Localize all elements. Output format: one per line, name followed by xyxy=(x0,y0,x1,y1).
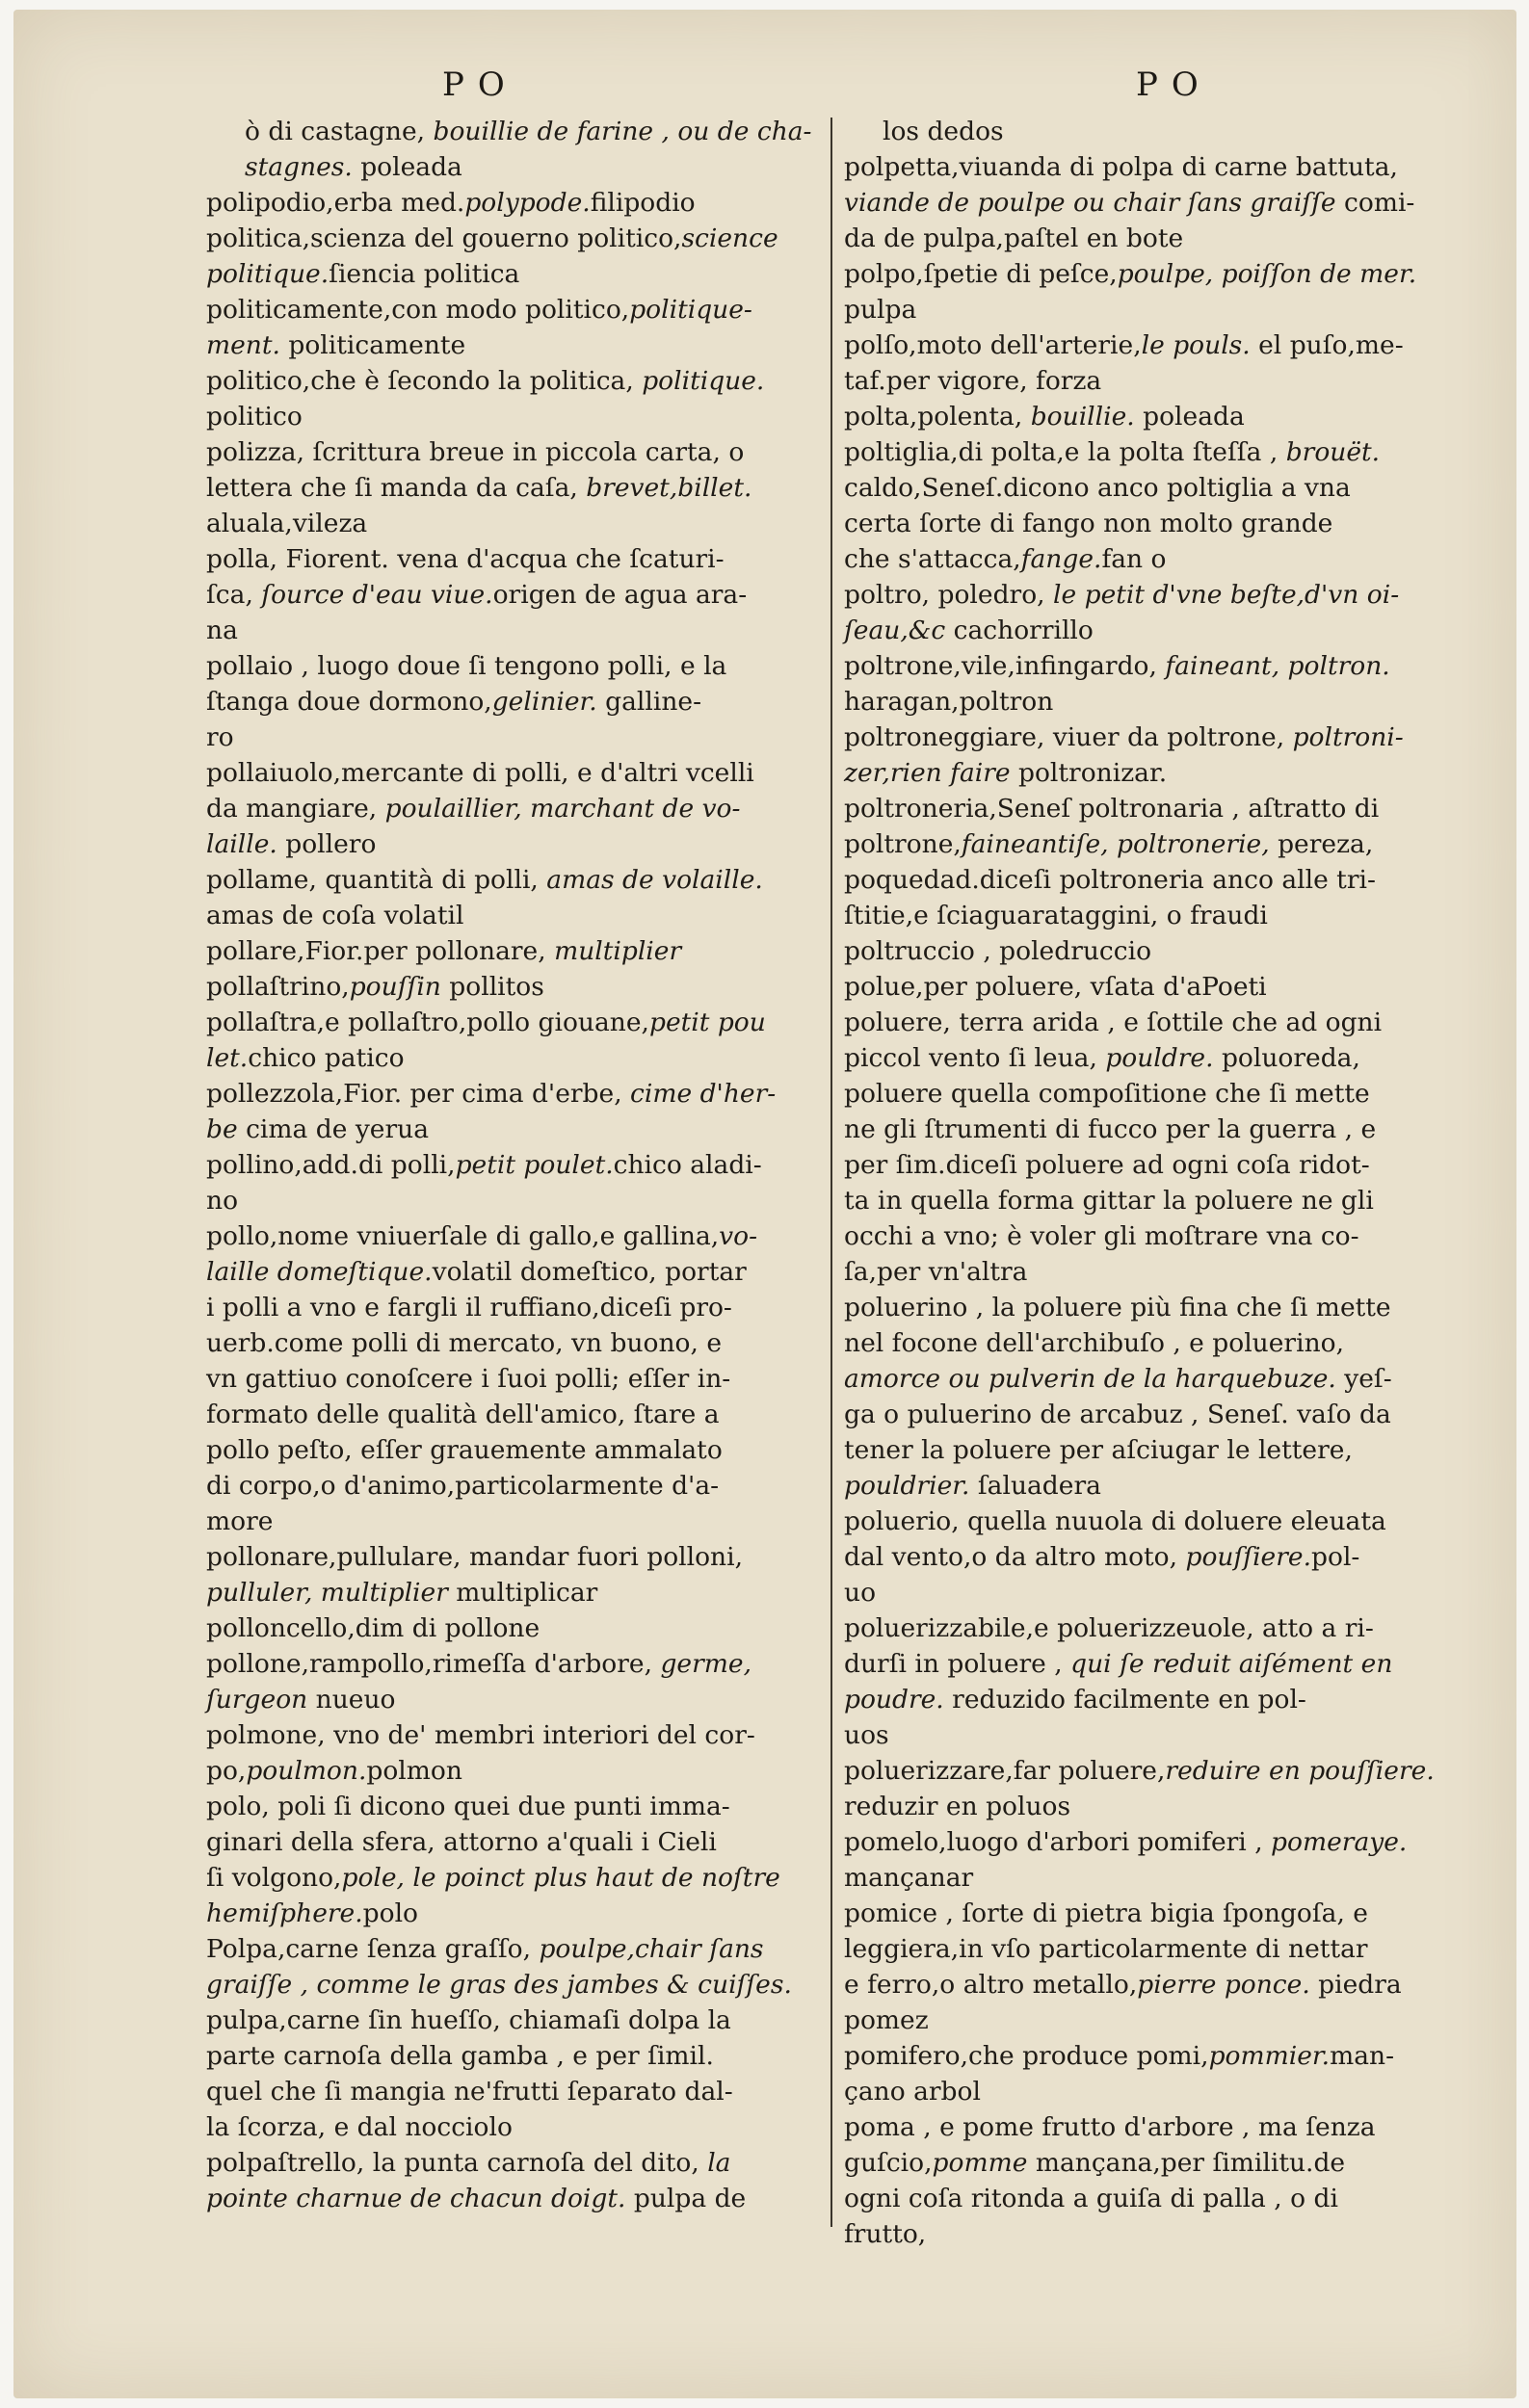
french-gloss: fange. xyxy=(1020,544,1102,574)
entry-line: pollame, quantità di polli, amas de volaille. xyxy=(206,865,763,895)
dictionary-entry xyxy=(206,185,818,221)
entry-line: politique.ſiencia politica xyxy=(206,259,520,289)
entry-line: polizza, ſcrittura breue in piccola carta, o xyxy=(206,437,745,467)
french-gloss: be xyxy=(206,1114,238,1144)
french-gloss: science xyxy=(681,223,778,253)
entry-line: ſca, ſource d'eau viue.origen de agua ara- xyxy=(206,580,748,610)
french-gloss: le pouls. xyxy=(1141,330,1251,360)
entry-line: stagnes. poleada xyxy=(245,152,462,182)
french-gloss: politique- xyxy=(629,295,752,325)
entry-line: ſa,per vn'altra xyxy=(844,1257,1028,1287)
french-gloss: brevet,billet. xyxy=(586,473,752,503)
entry-line: pomifero,che produce pomi,pommier.man- xyxy=(844,2041,1395,2071)
french-gloss: ſource d'eau viue. xyxy=(261,580,493,610)
dictionary-entry xyxy=(844,1824,1470,1896)
entry-line: pollino,add.di polli,petit poulet.chico aladi- xyxy=(206,1150,762,1180)
entry-line: polpetta,viuanda di polpa di carne battuta, xyxy=(844,152,1398,182)
entry-line: polpaſtrello, la punta carnoſa del dito, la xyxy=(206,2148,731,2178)
dictionary-entry xyxy=(206,933,818,969)
french-gloss: petit poulet. xyxy=(455,1150,614,1180)
running-head-right: PO xyxy=(1136,65,1212,104)
french-gloss: politique. xyxy=(206,259,330,289)
dictionary-entry xyxy=(206,1005,818,1076)
entry-line: no xyxy=(206,1186,239,1216)
entry-line: tener la poluere per aſciugar le lettere, xyxy=(844,1435,1353,1465)
entry-line: haragan,poltron xyxy=(844,687,1054,717)
dictionary-entry xyxy=(206,363,818,434)
entry-line: polta,polenta, bouillie. poleada xyxy=(844,402,1245,432)
french-gloss: pierre ponce. xyxy=(1137,1970,1310,2000)
entry-line: ſi volgono,pole, le poinct plus haut de noſtre xyxy=(206,1863,780,1893)
entry-line: formato delle qualità dell'amico, ſtare a xyxy=(206,1400,720,1429)
entry-line: let.chico patico xyxy=(206,1043,405,1073)
book-page xyxy=(13,10,1516,2398)
french-gloss: la xyxy=(707,2148,731,2178)
dictionary-entry xyxy=(206,1717,818,1789)
entry-line: pomice , ſorte di pietra bigia ſpongoſa, e xyxy=(844,1898,1368,1928)
french-gloss: qui ſe reduit aiſément en xyxy=(1070,1649,1393,1679)
dictionary-entry xyxy=(206,221,818,292)
entry-line: ſtanga doue dormono,gelinier. galline- xyxy=(206,687,702,717)
dictionary-entry xyxy=(844,114,1470,149)
entry-line: poluere, terra arida , e ſottile che ad ogni xyxy=(844,1008,1383,1037)
french-gloss: graiſſe , comme le gras des jambes & cuiſſes. xyxy=(206,1970,792,2000)
french-gloss: poulmon. xyxy=(246,1756,367,1786)
entry-line: ga o puluerino de arcabuz , Seneſ. vaſo da xyxy=(844,1400,1391,1429)
french-gloss: vo- xyxy=(719,1221,758,1251)
column-rule xyxy=(830,118,832,2227)
french-gloss: bouillie. xyxy=(1030,402,1135,432)
french-gloss: pouſſin xyxy=(349,972,441,1002)
entry-line: hemiſphere.polo xyxy=(206,1898,419,1928)
french-gloss: polypode. xyxy=(464,188,591,218)
dictionary-entry xyxy=(844,720,1470,791)
entry-line: poluere quella compoſitione che ſi mette xyxy=(844,1079,1370,1109)
french-gloss: poltroni- xyxy=(1292,722,1404,752)
french-gloss: faineantiſe, poltronerie, xyxy=(961,829,1270,859)
french-gloss: pomme xyxy=(932,2148,1028,2178)
dictionary-entry xyxy=(844,256,1470,327)
entry-line: pulluler, multiplier multiplicar xyxy=(206,1578,598,1608)
french-gloss: ment. xyxy=(206,330,280,360)
entry-line: polipodio,erba med.polypode.filipodio xyxy=(206,188,696,218)
dictionary-entry xyxy=(206,755,818,862)
entry-line: durſi in poluere , qui ſe reduit aiſément en xyxy=(844,1649,1393,1679)
entry-line: polpo,ſpetie di peſce,poulpe, poiſſon de mer. xyxy=(844,259,1417,289)
entry-line: polo, poli ſi dicono quei due punti imma- xyxy=(206,1792,730,1821)
entry-line: poltrone,vile,infingardo, faineant, poltron. xyxy=(844,651,1390,681)
entry-line: na xyxy=(206,615,238,645)
entry-line: taf.per vigore, forza xyxy=(844,366,1102,396)
entry-line: reduzir en poluos xyxy=(844,1792,1071,1821)
french-gloss: ſurgeon xyxy=(206,1685,308,1714)
running-head-left: PO xyxy=(442,65,518,104)
dictionary-entry xyxy=(844,327,1470,399)
dictionary-entry xyxy=(206,648,818,755)
entry-line: pollaſtra,e pollaſtro,pollo giouane,petit pou xyxy=(206,1008,766,1037)
entry-line: pollezzola,Fior. per cima d'erbe, cime d'her- xyxy=(206,1079,777,1109)
entry-line: pomelo,luogo d'arbori pomiferi , pomeraye. xyxy=(844,1827,1408,1857)
french-gloss: reduire en pouſſiere. xyxy=(1165,1756,1435,1786)
entry-line: los dedos xyxy=(883,117,1004,146)
entry-line: ogni coſa ritonda a guiſa di palla , o di xyxy=(844,2184,1338,2213)
entry-line: more xyxy=(206,1506,274,1536)
dictionary-entry xyxy=(844,933,1470,969)
french-gloss: viande de poulpe ou chair ſans graiſſe xyxy=(844,188,1336,218)
entry-line: pollaiuolo,mercante di polli, e d'altri vcelli xyxy=(206,758,754,788)
entry-line: ginari della sfera, attorno a'quali i Cieli xyxy=(206,1827,717,1857)
dictionary-entry xyxy=(206,1539,818,1610)
french-gloss: bouillie de farine , ou de cha- xyxy=(433,117,812,146)
dictionary-entry xyxy=(844,1504,1470,1610)
entry-line: che s'attacca,fange.fan o xyxy=(844,544,1167,574)
entry-line: pointe charnue de chacun doigt. pulpa de xyxy=(206,2184,747,2213)
entry-line: laille domeſtique.volatil domeſtico, portar xyxy=(206,1257,747,1287)
entry-line: pollo peſto, eſſer grauemente ammalato xyxy=(206,1435,723,1465)
dictionary-entry xyxy=(206,1610,818,1646)
dictionary-entry xyxy=(206,862,818,933)
french-gloss: pouldrier. xyxy=(844,1471,970,1501)
dictionary-entry xyxy=(206,292,818,363)
entry-line: be cima de yerua xyxy=(206,1114,430,1144)
entry-line: poluerizzare,far poluere,reduire en pouſſiere. xyxy=(844,1756,1435,1786)
dictionary-entry xyxy=(844,2109,1470,2252)
entry-line: poma , e pome frutto d'arbore , ma ſenza xyxy=(844,2112,1376,2142)
french-gloss: pommier. xyxy=(1208,2041,1331,2071)
entry-line: la ſcorza, e dal nocciolo xyxy=(206,2112,513,2142)
left-column xyxy=(206,114,818,2216)
entry-line: uo xyxy=(844,1578,877,1608)
entry-line: per ſim.diceſi poluere ad ogni coſa ridot- xyxy=(844,1150,1370,1180)
entry-line: aluala,vileza xyxy=(206,509,368,538)
entry-line: pulpa xyxy=(844,295,917,325)
dictionary-entry xyxy=(844,434,1470,577)
entry-line: polla, Fiorent. vena d'acqua che ſcaturi- xyxy=(206,544,725,574)
entry-line: poltroneria,Seneſ poltronaria , aſtratto di xyxy=(844,794,1380,824)
entry-line: laille. pollero xyxy=(206,829,377,859)
entry-line: uos xyxy=(844,1720,889,1750)
french-gloss: brouët. xyxy=(1285,437,1381,467)
entry-line: pollo,nome vniuerſale di gallo,e gallina,vo- xyxy=(206,1221,758,1251)
french-gloss: cime d'her- xyxy=(630,1079,777,1109)
entry-line: guſcio,pomme mançana,per ſimilitu.de xyxy=(844,2148,1346,2178)
entry-line: politicamente,con modo politico,politique- xyxy=(206,295,752,325)
entry-line: pollone,rampollo,rimeſſa d'arbore, germe, xyxy=(206,1649,752,1679)
entry-line: viande de poulpe ou chair ſans graiſſe comi- xyxy=(844,188,1415,218)
entry-line: polſo,moto dell'arterie,le pouls. el puſo,me- xyxy=(844,330,1404,360)
french-gloss: faineant, poltron. xyxy=(1165,651,1390,681)
french-gloss: let. xyxy=(206,1043,249,1073)
entry-line: da mangiare, poulaillier, marchant de vo- xyxy=(206,794,741,824)
french-gloss: le petit d'vne beſte,d'vn oi- xyxy=(1053,580,1400,610)
entry-line: politico,che è ſecondo la politica, politique. xyxy=(206,366,765,396)
right-column xyxy=(844,114,1470,2252)
entry-line: occhi a vno; è voler gli moſtrare vna co- xyxy=(844,1221,1359,1251)
entry-line: pollaio , luogo doue ſi tengono polli, e la xyxy=(206,651,727,681)
french-gloss: germe, xyxy=(660,1649,752,1679)
french-gloss: zer,rien faire xyxy=(844,758,1011,788)
entry-line: ta in quella forma gittar la poluere ne gli xyxy=(844,1186,1374,1216)
dictionary-entry xyxy=(844,1005,1470,1290)
dictionary-entry xyxy=(844,1753,1470,1824)
entry-line: dal vento,o da altro moto, pouſſiere.pol- xyxy=(844,1542,1360,1572)
french-gloss: amorce ou pulverin de la harquebuze. xyxy=(844,1364,1336,1394)
entry-line: ro xyxy=(206,722,234,752)
entry-line: nel focone dell'archibuſo , e poluerino, xyxy=(844,1328,1345,1358)
french-gloss: poulpe, poiſſon de mer. xyxy=(1117,259,1417,289)
dictionary-entry xyxy=(844,791,1470,933)
entry-line: polloncello,dim di pollone xyxy=(206,1613,540,1643)
dictionary-entry xyxy=(206,1218,818,1539)
french-gloss: multiplier xyxy=(554,936,682,966)
french-gloss: pouſſiere. xyxy=(1185,1542,1312,1572)
entry-line: zer,rien faire poltronizar. xyxy=(844,758,1168,788)
dictionary-entry xyxy=(206,114,818,185)
entry-line: ment. politicamente xyxy=(206,330,466,360)
entry-line: polue,per poluere, vſata d'aPoeti xyxy=(844,972,1267,1002)
entry-line: da de pulpa,paſtel en bote xyxy=(844,223,1184,253)
french-gloss: poulpe,chair ſans xyxy=(539,1934,764,1964)
entry-line: lettera che ſi manda da caſa, brevet,billet. xyxy=(206,473,752,503)
dictionary-entry xyxy=(844,1896,1470,2038)
dictionary-entry xyxy=(206,434,818,541)
french-gloss: gelinier. xyxy=(491,687,597,717)
entry-line: poluerino , la poluere più fina che ſi mette xyxy=(844,1293,1391,1322)
entry-line: poltroneggiare, viuer da poltrone, poltroni- xyxy=(844,722,1404,752)
entry-line: parte carnoſa della gamba , e per ſimil. xyxy=(206,2041,714,2071)
dictionary-entry xyxy=(206,969,818,1005)
entry-line: po,poulmon.polmon xyxy=(206,1756,462,1786)
french-gloss: petit pou xyxy=(648,1008,766,1037)
dictionary-entry xyxy=(206,541,818,648)
french-gloss: stagnes. xyxy=(245,152,353,182)
entry-line: poltruccio , poledruccio xyxy=(844,936,1152,966)
dictionary-entry xyxy=(844,577,1470,648)
entry-line: çano arbol xyxy=(844,2077,981,2107)
entry-line: pollare,Fior.per pollonare, multiplier xyxy=(206,936,682,966)
french-gloss: pomeraye. xyxy=(1271,1827,1408,1857)
entry-line: politica,scienza del gouerno politico,science xyxy=(206,223,778,253)
dictionary-entry xyxy=(844,149,1470,256)
french-gloss: amas de volaille. xyxy=(546,865,763,895)
french-gloss: poudre. xyxy=(844,1685,944,1714)
entry-line: pollaſtrino,pouſſin pollitos xyxy=(206,972,544,1002)
entry-line: leggiera,in vſo particolarmente di nettar xyxy=(844,1934,1368,1964)
french-gloss: laille. xyxy=(206,829,277,859)
entry-line: ne gli ſtrumenti di fucco per la guerra , e xyxy=(844,1114,1377,1144)
entry-line: quel che ſi mangia ne'frutti ſeparato dal- xyxy=(206,2077,733,2107)
entry-line: poluerizzabile,e poluerizzeuole, atto a ri- xyxy=(844,1613,1374,1643)
dictionary-entry xyxy=(844,1290,1470,1504)
entry-line: vn gattiuo conoſcere i ſuoi polli; eſſer in- xyxy=(206,1364,731,1394)
dictionary-entry xyxy=(206,2145,818,2216)
dictionary-entry xyxy=(844,969,1470,1005)
french-gloss: laille domeſtique. xyxy=(206,1257,433,1287)
entry-line: poltiglia,di polta,e la polta ſteſſa , brouët. xyxy=(844,437,1381,467)
dictionary-entry xyxy=(206,1931,818,2145)
entry-line: polmone, vno de' membri interiori del cor- xyxy=(206,1720,755,1750)
entry-line: frutto, xyxy=(844,2219,927,2249)
dictionary-entry xyxy=(844,2038,1470,2109)
french-gloss: poulaillier, marchant de vo- xyxy=(384,794,741,824)
french-gloss: politique. xyxy=(642,366,765,396)
entry-line: ò di castagne, bouillie de farine , ou de cha- xyxy=(245,117,812,146)
entry-line: amorce ou pulverin de la harquebuze. yeſ- xyxy=(844,1364,1392,1394)
french-gloss: pole, le poinct plus haut de noſtre xyxy=(341,1863,780,1893)
entry-line: poudre. reduzido facilmente en pol- xyxy=(844,1685,1306,1714)
french-gloss: pulluler, multiplier xyxy=(206,1578,448,1608)
entry-line: ſurgeon nueuo xyxy=(206,1685,396,1714)
entry-line: poquedad.diceſi poltroneria anco alle tri- xyxy=(844,865,1376,895)
entry-line: pollonare,pullulare, mandar fuori polloni, xyxy=(206,1542,744,1572)
entry-line: certa ſorte di fango non molto grande xyxy=(844,509,1333,538)
dictionary-entry xyxy=(844,1610,1470,1753)
dictionary-entry xyxy=(844,399,1470,434)
entry-line: amas de coſa volatil xyxy=(206,901,464,930)
entry-line: ſeau,&c cachorrillo xyxy=(844,615,1094,645)
french-gloss: hemiſphere. xyxy=(206,1898,363,1928)
dictionary-entry xyxy=(206,1789,818,1931)
entry-line: politico xyxy=(206,402,303,432)
french-gloss: ſeau,&c xyxy=(844,615,946,645)
dictionary-entry xyxy=(206,1147,818,1218)
entry-line: piccol vento ſi leua, pouldre. poluoreda, xyxy=(844,1043,1360,1073)
entry-line: uerb.come polli di mercato, vn buono, e xyxy=(206,1328,723,1358)
entry-line: Polpa,carne ſenza graſſo, poulpe,chair ſans xyxy=(206,1934,764,1964)
entry-line xyxy=(206,1967,818,2002)
entry-line: caldo,Seneſ.dicono anco poltiglia a vna xyxy=(844,473,1351,503)
entry-line: e ferro,o altro metallo,pierre ponce. piedra xyxy=(844,1970,1402,2000)
entry-line: pulpa,carne ſin hueſſo, chiamaſi dolpa la xyxy=(206,2005,731,2035)
dictionary-entry xyxy=(206,1076,818,1147)
dictionary-entry xyxy=(844,648,1470,720)
entry-line: pomez xyxy=(844,2005,929,2035)
entry-line: ſtitie,e ſciaguarataggini, o fraudi xyxy=(844,901,1268,930)
entry-line: mançanar xyxy=(844,1863,974,1893)
dictionary-entry xyxy=(206,1646,818,1717)
entry-line: i polli a vno e fargli il ruffiano,diceſi pro- xyxy=(206,1293,732,1322)
entry-line: di corpo,o d'animo,particolarmente d'a- xyxy=(206,1471,720,1501)
entry-line: pouldrier. ſaluadera xyxy=(844,1471,1101,1501)
french-gloss: pouldre. xyxy=(1105,1043,1214,1073)
entry-line: poltro, poledro, le petit d'vne beſte,d'vn oi- xyxy=(844,580,1400,610)
entry-line: poltrone,faineantiſe, poltronerie, pereza, xyxy=(844,829,1374,859)
entry-line: poluerio, quella nuuola di doluere eleuata xyxy=(844,1506,1386,1536)
french-gloss: pointe charnue de chacun doigt. xyxy=(206,2184,626,2213)
